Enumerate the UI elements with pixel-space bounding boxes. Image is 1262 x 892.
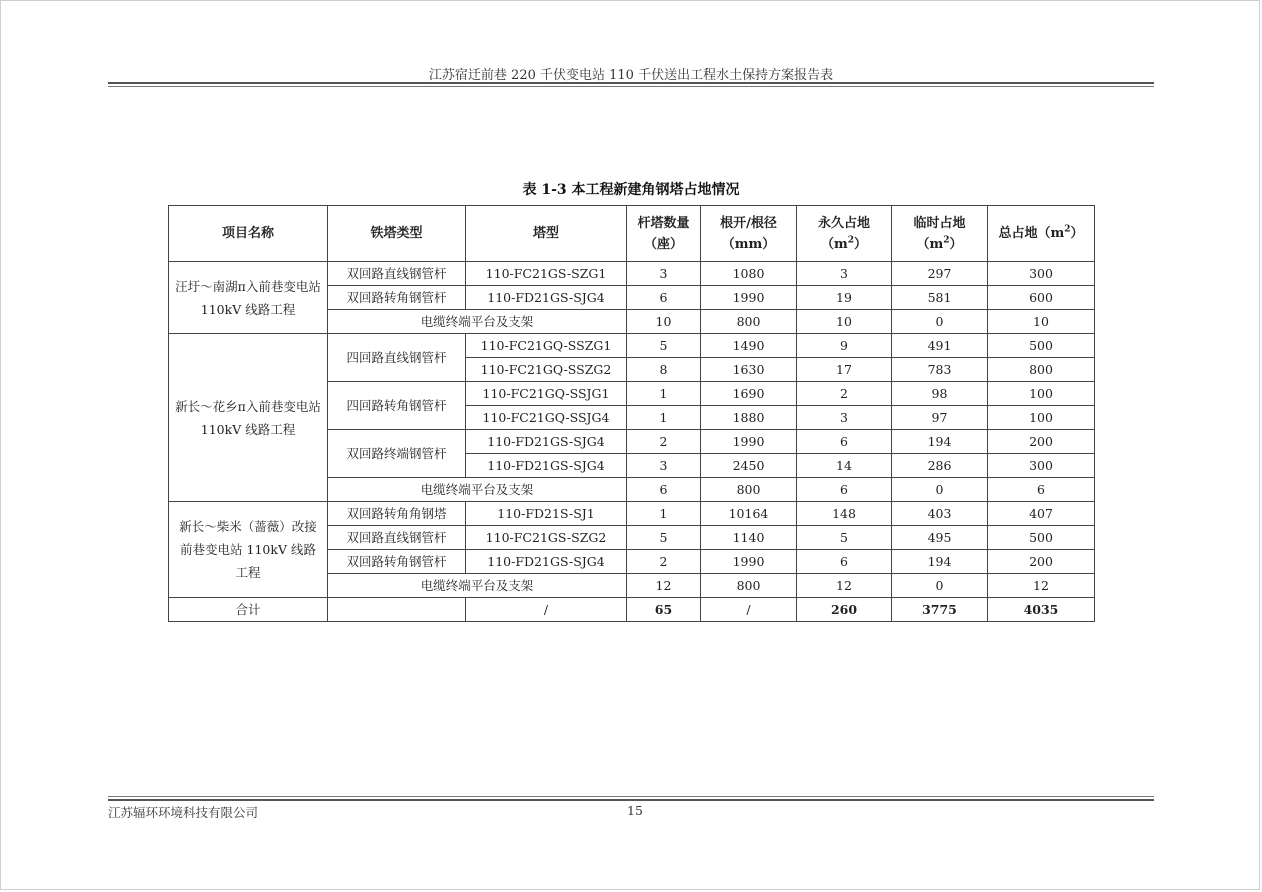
total-permanent-area-cell: 260 [797,598,892,622]
total-area-sum-cell: 4035 [988,598,1095,622]
tower-type-cell: 双回路转角钢管杆 [328,550,466,574]
temporary-area-cell: 97 [892,406,988,430]
count-cell: 5 [627,526,701,550]
total-temporary-area-cell: 3775 [892,598,988,622]
temporary-area-cell: 581 [892,286,988,310]
temporary-area-cell: 403 [892,502,988,526]
total-area-cell: 100 [988,382,1095,406]
temporary-area-cell: 491 [892,334,988,358]
tower-type-cell: 双回路转角钢管杆 [328,286,466,310]
count-cell: 10 [627,310,701,334]
tower-model-cell: 110-FC21GQ-SSJG4 [466,406,627,430]
total-area-cell: 12 [988,574,1095,598]
col-header-tower-model: 塔型 [466,206,627,262]
spread-cell: 1990 [701,550,797,574]
spread-cell: 1080 [701,262,797,286]
col-header-temporary-area: 临时占地 $(m^2)$ [892,206,988,262]
total-area-cell: 200 [988,430,1095,454]
permanent-area-cell: 17 [797,358,892,382]
permanent-area-cell: 5 [797,526,892,550]
col-header-total-area: 总占地$(m^2)$ [988,206,1095,262]
permanent-area-cell: 3 [797,406,892,430]
permanent-area-cell: 148 [797,502,892,526]
col-header-tower-class: 铁塔类型 [328,206,466,262]
total-count-cell: 65 [627,598,701,622]
permanent-area-cell: 19 [797,286,892,310]
col-header-permanent-area: 永久占地 $(m^2)$ [797,206,892,262]
total-area-cell: 200 [988,550,1095,574]
temporary-area-cell: 297 [892,262,988,286]
tower-model-cell: 110-FD21GS-SJG4 [466,430,627,454]
temporary-area-cell: 194 [892,430,988,454]
table-row [169,502,1095,526]
cable-platform-cell: 电缆终端平台及支架 [328,574,627,598]
count-cell: 3 [627,454,701,478]
temporary-area-cell: 0 [892,574,988,598]
spread-cell: 1990 [701,430,797,454]
spread-cell: 1990 [701,286,797,310]
header-rule [108,82,1154,84]
count-cell: 6 [627,478,701,502]
spread-cell: 2450 [701,454,797,478]
count-cell: 2 [627,430,701,454]
count-cell: 1 [627,382,701,406]
spread-cell: 1630 [701,358,797,382]
total-model-cell: / [466,598,627,622]
spread-cell: 1140 [701,526,797,550]
tower-model-cell: 110-FD21S-SJ1 [466,502,627,526]
total-area-cell: 500 [988,334,1095,358]
col-header-count: 杆塔数量 （座） [627,206,701,262]
permanent-area-cell: 6 [797,478,892,502]
count-cell: 1 [627,406,701,430]
col-header-spread: 根开/根径 （mm） [701,206,797,262]
footer-rule [108,799,1154,801]
col-header-project: 项目名称 [169,206,328,262]
project-name-cell: 新长～柴米（蔷薇）改接前巷变电站 110kV 线路工程 [169,502,328,598]
project-name-cell: 汪圩～南湖π入前巷变电站 110kV 线路工程 [169,262,328,334]
footer-company: 江苏辐环环境科技有限公司 [108,805,259,820]
temporary-area-cell: 0 [892,310,988,334]
count-cell: 6 [627,286,701,310]
permanent-area-cell: 14 [797,454,892,478]
total-row [169,598,1095,622]
spread-cell: 1690 [701,382,797,406]
table-row [169,334,1095,358]
total-label-cell: 合计 [169,598,328,622]
running-header: 江苏宿迁前巷 220 千伏变电站 110 千伏送出工程水土保持方案报告表 [428,68,834,83]
count-cell: 5 [627,334,701,358]
tower-type-group-cell: 四回路直线钢管杆 [328,334,466,382]
tower-land-table [168,205,1095,622]
count-cell: 8 [627,358,701,382]
header-rule-thin [108,86,1154,87]
page-number: 15 [627,803,643,818]
tower-model-cell: 110-FC21GS-SZG2 [466,526,627,550]
project-name-cell: 新长～花乡π入前巷变电站 110kV 线路工程 [169,334,328,502]
temporary-area-cell: 98 [892,382,988,406]
spread-cell: 10164 [701,502,797,526]
tower-type-group-cell: 四回路转角钢管杆 [328,382,466,430]
total-area-cell: 600 [988,286,1095,310]
tower-model-cell: 110-FD21GS-SJG4 [466,454,627,478]
total-area-cell: 6 [988,478,1095,502]
temporary-area-cell: 0 [892,478,988,502]
spread-cell: 800 [701,310,797,334]
temporary-area-cell: 783 [892,358,988,382]
cable-platform-cell: 电缆终端平台及支架 [328,310,627,334]
spread-cell: 1880 [701,406,797,430]
total-spread-cell: / [701,598,797,622]
total-area-cell: 100 [988,406,1095,430]
permanent-area-cell: 3 [797,262,892,286]
total-area-cell: 500 [988,526,1095,550]
temporary-area-cell: 194 [892,550,988,574]
tower-model-cell: 110-FC21GS-SZG1 [466,262,627,286]
table-caption: 表 1-3 本工程新建角钢塔占地情况 [522,182,740,198]
count-cell: 12 [627,574,701,598]
total-area-cell: 10 [988,310,1095,334]
tower-type-cell: 双回路直线钢管杆 [328,526,466,550]
spread-cell: 800 [701,574,797,598]
permanent-area-cell: 10 [797,310,892,334]
tower-model-cell: 110-FD21GS-SJG4 [466,286,627,310]
table-header-row [169,206,1095,262]
tower-model-cell: 110-FC21GQ-SSJG1 [466,382,627,406]
total-area-cell: 300 [988,262,1095,286]
count-cell: 1 [627,502,701,526]
footer-rule-thin [108,796,1154,797]
permanent-area-cell: 2 [797,382,892,406]
cable-platform-cell: 电缆终端平台及支架 [328,478,627,502]
total-tower-type-cell [328,598,466,622]
tower-model-cell: 110-FD21GS-SJG4 [466,550,627,574]
count-cell: 2 [627,550,701,574]
permanent-area-cell: 12 [797,574,892,598]
permanent-area-cell: 6 [797,430,892,454]
tower-type-cell: 双回路直线钢管杆 [328,262,466,286]
temporary-area-cell: 495 [892,526,988,550]
tower-model-cell: 110-FC21GQ-SSZG1 [466,334,627,358]
table-row [169,262,1095,286]
spread-cell: 1490 [701,334,797,358]
total-area-cell: 300 [988,454,1095,478]
spread-cell: 800 [701,478,797,502]
tower-type-group-cell: 双回路终端钢管杆 [328,430,466,478]
count-cell: 3 [627,262,701,286]
temporary-area-cell: 286 [892,454,988,478]
total-area-cell: 407 [988,502,1095,526]
total-area-cell: 800 [988,358,1095,382]
tower-type-cell: 双回路转角角钢塔 [328,502,466,526]
permanent-area-cell: 6 [797,550,892,574]
tower-model-cell: 110-FC21GQ-SSZG2 [466,358,627,382]
permanent-area-cell: 9 [797,334,892,358]
